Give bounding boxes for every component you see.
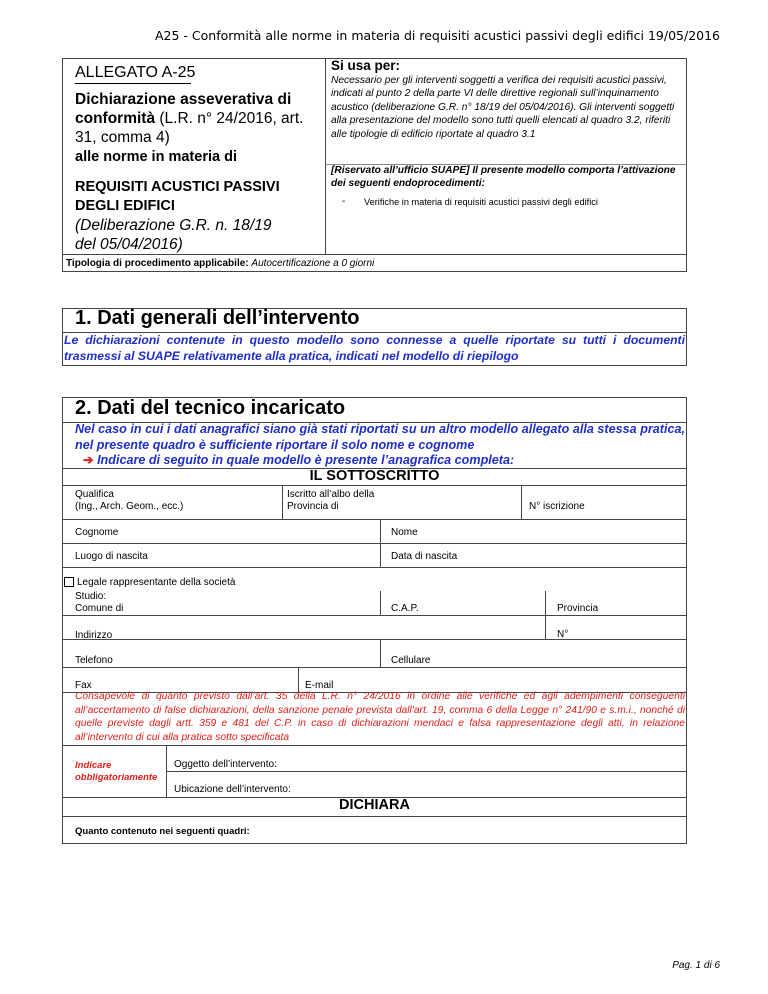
page-number: Pag. 1 di 6 xyxy=(672,960,720,971)
si-usa-per-label: Si usa per: xyxy=(331,58,401,73)
endoproc-item: Verifiche in materia di requisiti acustici passivi degli edifici xyxy=(364,197,598,207)
provincia-field[interactable]: Provincia xyxy=(557,603,599,614)
dichiara-heading: DICHIARA xyxy=(339,797,410,813)
procedure-type-label: Tipologia di procedimento applicabile: xyxy=(66,258,249,269)
consapevole-text: Consapevole di quanto previsto dall’art. 35 della L.R. n° 24/2016 in ordine alle verifiche ed agli adempimenti conseguenti all’accertamento di false dichiarazioni, della sanzione penale prevista dall'art. 19, comma 6 della Legge n° 241/90 e s.m.i., nonché di quelle previste dagli artt. 359 e 481 del C.P. in caso di dichiarazioni mendaci e falsa rappresentazione degli atti, in relazione all’intervento di cui alla pratica sotto specificata xyxy=(75,691,685,743)
legale-checkbox[interactable] xyxy=(64,577,74,587)
telefono-field[interactable]: Telefono xyxy=(75,655,113,666)
indirizzo-field[interactable]: Indirizzo xyxy=(75,630,113,641)
procedure-type xyxy=(66,258,374,269)
cognome-field[interactable]: Cognome xyxy=(75,527,119,538)
section2-indicate-text: Indicare di seguito in quale modello è presente l’anagrafica completa: xyxy=(97,453,515,467)
endoproc-dash: - xyxy=(342,196,346,207)
reserved-office-text: [Riservato all’ufficio SUAPE] Il presente modello comporta l’attivazione dei seguenti endoprocedimenti: xyxy=(331,165,676,190)
iscritto-label: Iscritto all’albo della xyxy=(287,489,375,500)
procedure-type-value: Autocertificazione a 0 giorni xyxy=(251,258,375,269)
section2-note: Nel caso in cui i dati anagrafici siano già stati riportati su un altro modello allegato alla stessa pratica, nel presente quadro è sufficiente riportare il solo nome e cognome xyxy=(75,422,685,452)
provincia-di-label: Provincia di xyxy=(287,501,339,512)
qualifica-field[interactable] xyxy=(75,489,183,513)
fax-field[interactable]: Fax xyxy=(75,680,92,691)
cellulare-field[interactable]: Cellulare xyxy=(391,655,431,666)
data-nascita-field[interactable]: Data di nascita xyxy=(391,551,458,562)
qualifica-label: Qualifica xyxy=(75,489,114,500)
numero-civico-field[interactable]: N° xyxy=(557,629,569,640)
section2-title: 2. Dati del tecnico incaricato xyxy=(75,397,346,419)
indicare-obbligatoriamente: Indicare obbligatoriamente xyxy=(75,760,158,783)
sottoscritto-heading: IL SOTTOSCRITTO xyxy=(309,468,440,484)
section1-title: 1. Dati generali dell’intervento xyxy=(75,307,360,329)
arrow-icon: ➔ xyxy=(83,453,94,467)
declaration-title-rest: (L.R. n° 24/2016, art. 31, comma 4) xyxy=(75,110,304,146)
section2-indicate xyxy=(83,452,514,467)
declaration-title-bold: Dichiarazione asseverativa di conformità xyxy=(75,91,292,127)
nome-field[interactable]: Nome xyxy=(391,527,418,538)
norme-label: alle norme in materia di xyxy=(75,149,237,165)
ubicazione-intervento-field[interactable]: Ubicazione dell’intervento: xyxy=(174,784,291,795)
legale-label: Legale rappresentante della società xyxy=(77,577,236,588)
studio-label: Studio: xyxy=(75,591,107,602)
email-field[interactable]: E-mail xyxy=(305,680,334,691)
quanto-contenuto: Quanto contenuto nei seguenti quadri: xyxy=(75,826,250,837)
declaration-title xyxy=(75,90,327,147)
qualifica-hint: (Ing., Arch. Geom., ecc.) xyxy=(75,501,184,512)
requisiti-title: REQUISITI ACUSTICI PASSIVI DEGLI EDIFICI xyxy=(75,179,280,214)
iscritto-albo-field[interactable] xyxy=(287,489,374,513)
cap-field[interactable]: C.A.P. xyxy=(391,603,419,614)
allegato-label: ALLEGATO A-25 xyxy=(75,64,196,81)
comune-field[interactable]: Comune di xyxy=(75,603,124,614)
oggetto-intervento-field[interactable]: Oggetto dell’intervento: xyxy=(174,759,277,770)
delibera-ref: (Deliberazione G.R. n. 18/19 del 05/04/2016) xyxy=(75,217,272,253)
luogo-nascita-field[interactable]: Luogo di nascita xyxy=(75,551,148,562)
n-iscrizione-field[interactable]: N° iscrizione xyxy=(529,501,585,512)
section1-note: Le dichiarazioni contenute in questo modello sono connesse a quelle riportate su tutti i documenti trasmessi al SUAPE relativamente alla pratica, indicati nel modello di riepilogo xyxy=(64,333,685,363)
usage-text: Necessario per gli interventi soggetti a verifica dei requisiti acustici passivi, indicati al punto 2 della parte VI delle direttive regionali sull’inquinamento acustico (deliberazione G.R. n° 18/19 del 05/04/2016). Gli interventi soggetti alla presentazione del modello sono tutti quelli elencati al quadro 3.2, riferiti alle tipologie di edificio riportate al quadro 3.1 xyxy=(331,75,675,140)
running-header: A25 - Conformità alle norme in materia di requisiti acustici passivi degli edifici 19/05/2016 xyxy=(154,28,720,43)
